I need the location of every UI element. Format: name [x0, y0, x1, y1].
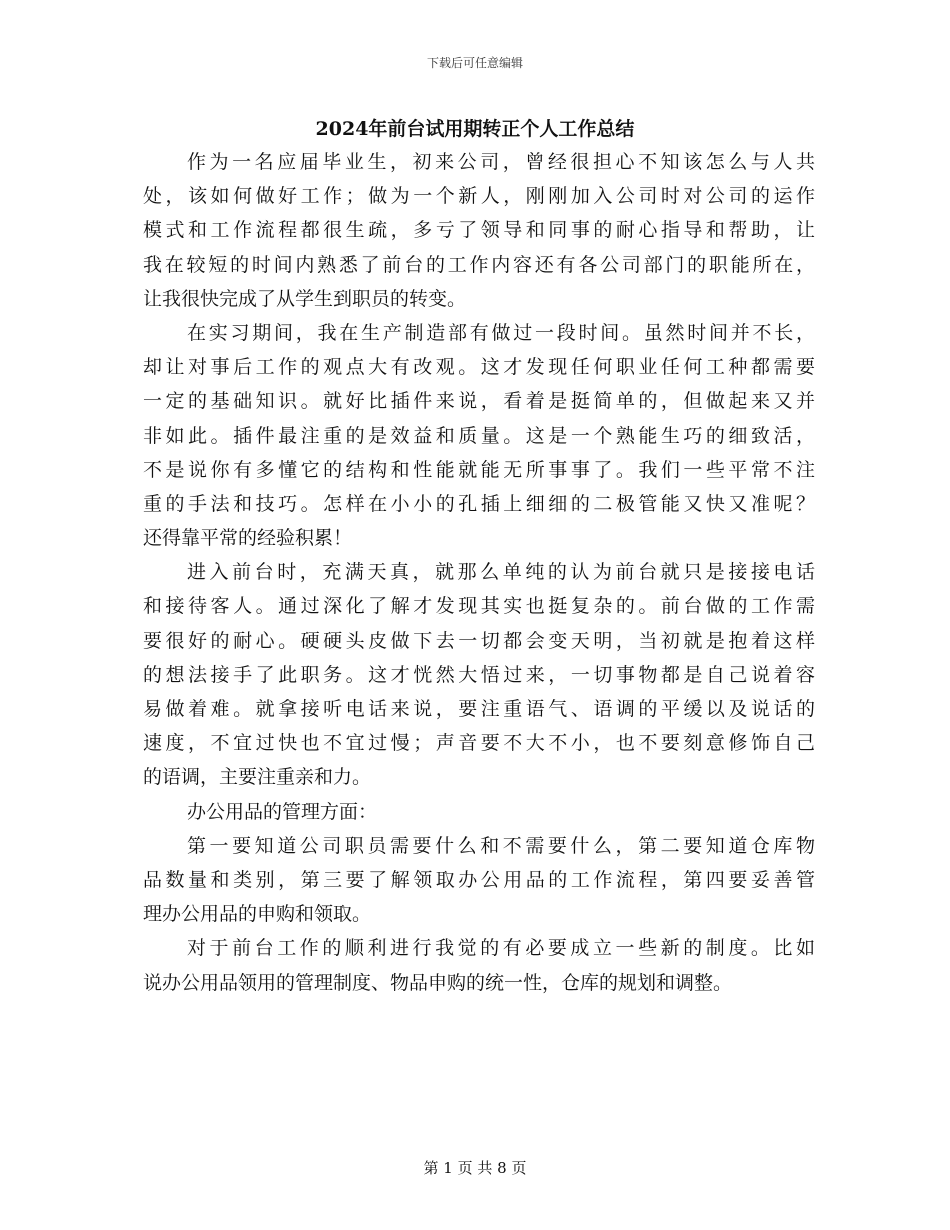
text-line: 品数量和类别，第三要了解领取办公用品的工作流程，第四要妥善管	[143, 868, 815, 891]
text-line: 模式和工作流程都很生疏，多亏了领导和同事的耐心指导和帮助，让	[143, 219, 815, 242]
text-line: 处，该如何做好工作；做为一个新人，刚刚加入公司时对公司的运作	[143, 185, 815, 208]
text-line: 说办公用品领用的管理制度、物品申购的统一性，仓库的规划和调整。	[143, 971, 733, 994]
text-line: 非如此。插件最注重的是效益和质量。这是一个熟能生巧的细致活，	[143, 424, 815, 447]
text-line: 作为一名应届毕业生，初来公司，曾经很担心不知该怎么与人共	[187, 151, 815, 173]
text-line: 的想法接手了此职务。这才恍然大悟过来，一切事物都是自己说着容	[143, 663, 815, 686]
text-line: 进入前台时，充满天真，就那么单纯的认为前台就只是接接电话	[187, 561, 815, 584]
text-line: 和接待客人。通过深化了解才发现其实也挺复杂的。前台做的工作需	[143, 595, 815, 618]
text-line: 不是说你有多懂它的结构和性能就能无所事事了。我们一些平常不注	[143, 458, 815, 481]
text-line: 却让对事后工作的观点大有改观。这才发现任何职业任何工种都需要	[143, 356, 815, 379]
text-line: 理办公用品的申购和领取。	[143, 903, 372, 926]
text-line: 第一要知道公司职员需要什么和不需要什么，第二要知道仓库物	[187, 834, 815, 857]
text-line: 速度，不宜过快也不宜过慢；声音要不大不小，也不要刻意修饰自己	[143, 732, 815, 755]
header-note: 下载后可任意编辑	[426, 56, 523, 70]
text-line: 让我很快完成了从学生到职员的转变。	[143, 287, 467, 310]
section-heading: 办公用品的管理方面：	[187, 800, 378, 823]
text-line: 要很好的耐心。硬硬头皮做下去一切都会变天明，当初就是抱着这样	[143, 629, 815, 652]
document-title: 2024年前台试用期转正个人工作总结	[315, 118, 635, 140]
text-line: 我在较短的时间内熟悉了前台的工作内容还有各公司部门的职能所在，	[143, 253, 815, 276]
page-number: 第 1 页 共 8 页	[423, 1159, 527, 1177]
text-line: 重的手法和技巧。怎样在小小的孔插上细细的二极管能又快又准呢？	[143, 492, 815, 515]
text-line: 的语调，主要注重亲和力。	[143, 766, 372, 789]
text-line: 还得靠平常的经验积累！	[143, 527, 353, 550]
text-line: 一定的基础知识。就好比插件来说，看着是挺简单的，但做起来又并	[143, 390, 815, 413]
text-line: 对于前台工作的顺利进行我觉的有必要成立一些新的制度。比如	[187, 937, 815, 960]
text-line: 在实习期间，我在生产制造部有做过一段时间。虽然时间并不长，	[187, 321, 815, 344]
document-body	[143, 151, 815, 1006]
text-line: 易做着难。就拿接听电话来说，要注重语气、语调的平缓以及说话的	[143, 698, 815, 720]
